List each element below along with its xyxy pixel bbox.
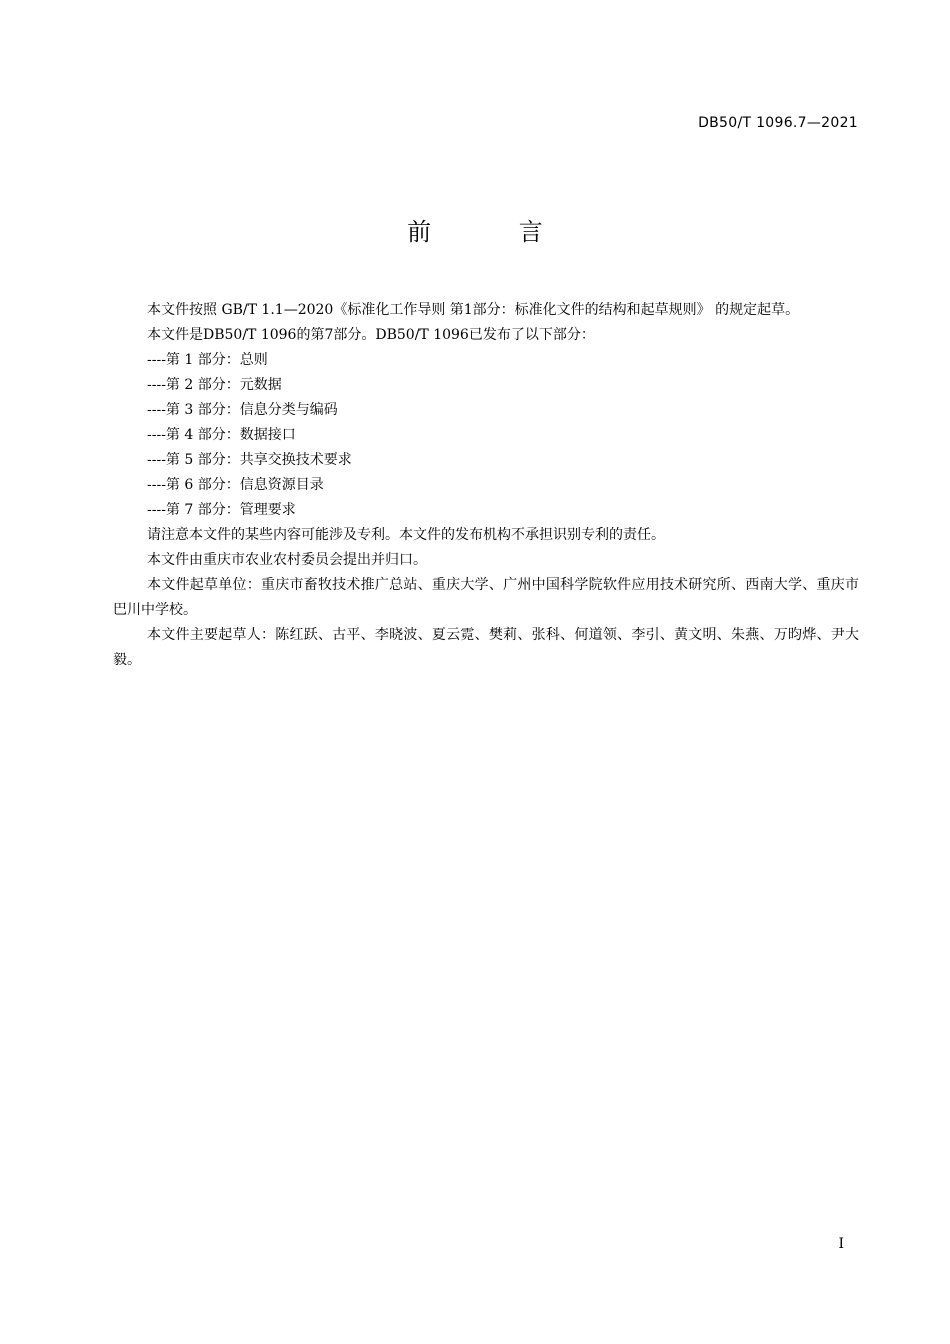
list-item-part-6: ----第 6 部分：信息资源目录 — [147, 477, 324, 493]
paragraph-proposer: 本文件由重庆市农业农村委员会提出并归口。 — [147, 552, 427, 568]
foreword-body — [113, 298, 859, 673]
list-item-part-4: ----第 4 部分：数据接口 — [147, 427, 296, 443]
list-item-part-2: ----第 2 部分：元数据 — [147, 377, 282, 393]
foreword-title: 前 言 — [407, 218, 583, 246]
list-item-part-7: ----第 7 部分：管理要求 — [147, 502, 296, 518]
list-item-part-5: ----第 5 部分：共享交换技术要求 — [147, 452, 352, 468]
paragraph-drafting-rules: 本文件按照 GB/T 1.1—2020《标准化工作导则 第1部分：标准化文件的结构和起草规则》 的规定起草。 — [147, 302, 800, 318]
paragraph-drafters: 本文件主要起草人：陈红跃、古平、李晓波、夏云霓、樊莉、张科、何道领、李引、黄文明、朱燕、万昀烨、尹大毅。 — [113, 627, 859, 668]
document-code: DB50/T 1096.7—2021 — [698, 115, 858, 131]
paragraph-patent-notice: 请注意本文件的某些内容可能涉及专利。本文件的发布机构不承担识别专利的责任。 — [147, 527, 665, 543]
list-item-part-1: ----第 1 部分：总则 — [147, 352, 268, 368]
paragraph-part-info: 本文件是DB50/T 1096的第7部分。DB50/T 1096已发布了以下部分： — [147, 327, 595, 343]
paragraph-drafting-units: 本文件起草单位：重庆市畜牧技术推广总站、重庆大学、广州中国科学院软件应用技术研究所、西南大学、重庆市巴川中学校。 — [113, 577, 859, 618]
list-item-part-3: ----第 3 部分：信息分类与编码 — [147, 402, 338, 418]
page-number: I — [838, 1236, 844, 1252]
